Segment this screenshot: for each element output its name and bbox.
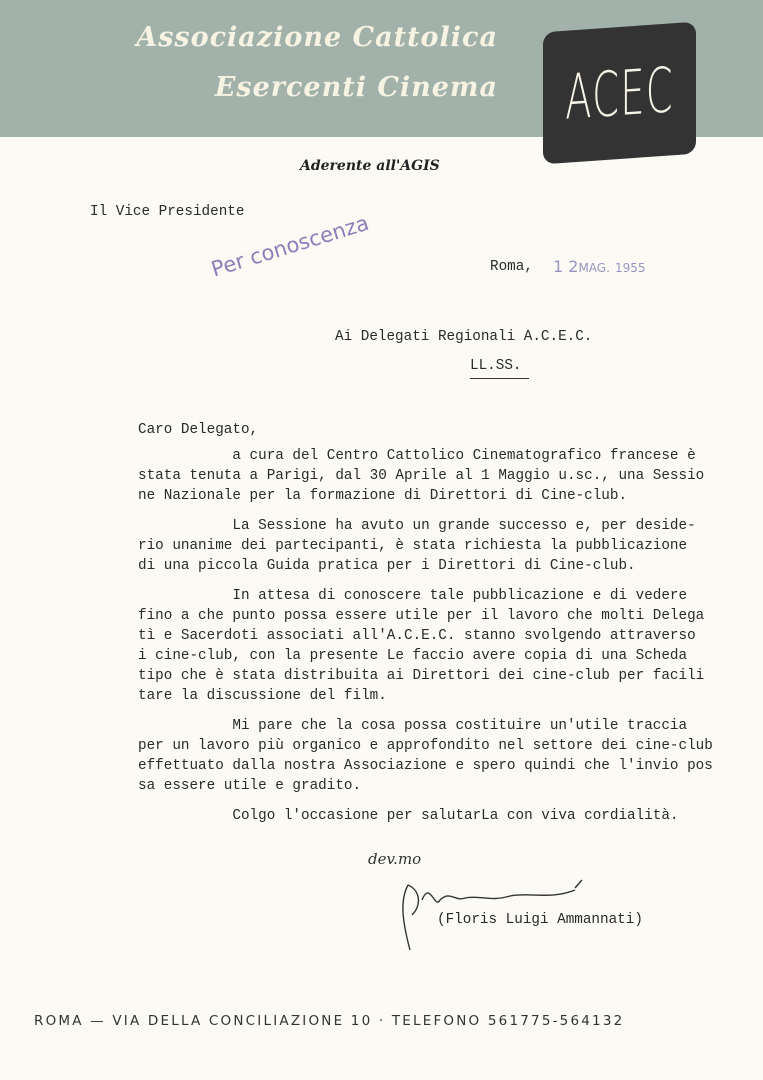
paragraph: Colgo l'occasione per salutarLa con viva cordialità.: [138, 808, 679, 824]
letterhead-line1: Associazione Cattolica: [136, 22, 498, 53]
date-month: MAG.: [578, 261, 610, 275]
date-year: 1955: [615, 261, 646, 275]
signature-name: (Floris Luigi Ammannati): [437, 912, 643, 928]
paragraph: Mi pare che la cosa possa costituire un'utile traccia per un lavoro più organico e approfondito nel settore dei cine-club effettuato dalla nostra Associazione e spero quindi che l'invio pos sa essere utile e gradito.: [138, 718, 713, 794]
logo-text: ACEC: [565, 52, 674, 134]
place: Roma,: [490, 259, 533, 275]
recipient-line1: Ai Delegati Regionali A.C.E.C.: [335, 329, 593, 345]
closing-handwritten: dev.mo: [368, 850, 422, 868]
date-stamp: [553, 257, 646, 276]
received-stamp: Per conoscenza: [208, 210, 372, 282]
paragraph: In attesa di conoscere tale pubblicazione e di vedere fino a che punto possa essere utile per il lavoro che molti Delega tì e Sacerdoti associati all'A.C.E.C. stanno svolgendo attraverso i cine-club, con la presente Le faccio avere copia di una Scheda tipo che è stata distribuita ai Direttori dei cine-club per facili tare la discussione del film.: [138, 588, 705, 704]
handwritten-signature: [360, 840, 660, 960]
date-day: 1 2: [553, 257, 579, 276]
letterhead-line2: Esercenti Cinema: [214, 72, 498, 103]
salutation: Caro Delegato,: [138, 422, 259, 438]
paragraph: La Sessione ha avuto un grande successo e, per deside- rio unanime dei partecipanti, è stata richiesta la pubblicazione di una piccola Guida pratica per i Direttori di Cine-club.: [138, 518, 696, 574]
recipient-line2: LL.SS.: [470, 356, 529, 379]
affiliation: Aderente all'AGIS: [300, 158, 440, 174]
footer-address: ROMA — VIA DELLA CONCILIAZIONE 10 · TELEFONO 561775-564132: [34, 1013, 625, 1029]
acec-logo: [543, 22, 696, 165]
paragraph: a cura del Centro Cattolico Cinematografico francese è stata tenuta a Parigi, dal 30 Aprile al 1 Maggio u.sc., una Sessio ne Nazionale per la formazione di Direttori di Cine-club.: [138, 448, 705, 504]
letter-body: [138, 446, 738, 836]
sender-title: Il Vice Presidente: [90, 204, 245, 220]
